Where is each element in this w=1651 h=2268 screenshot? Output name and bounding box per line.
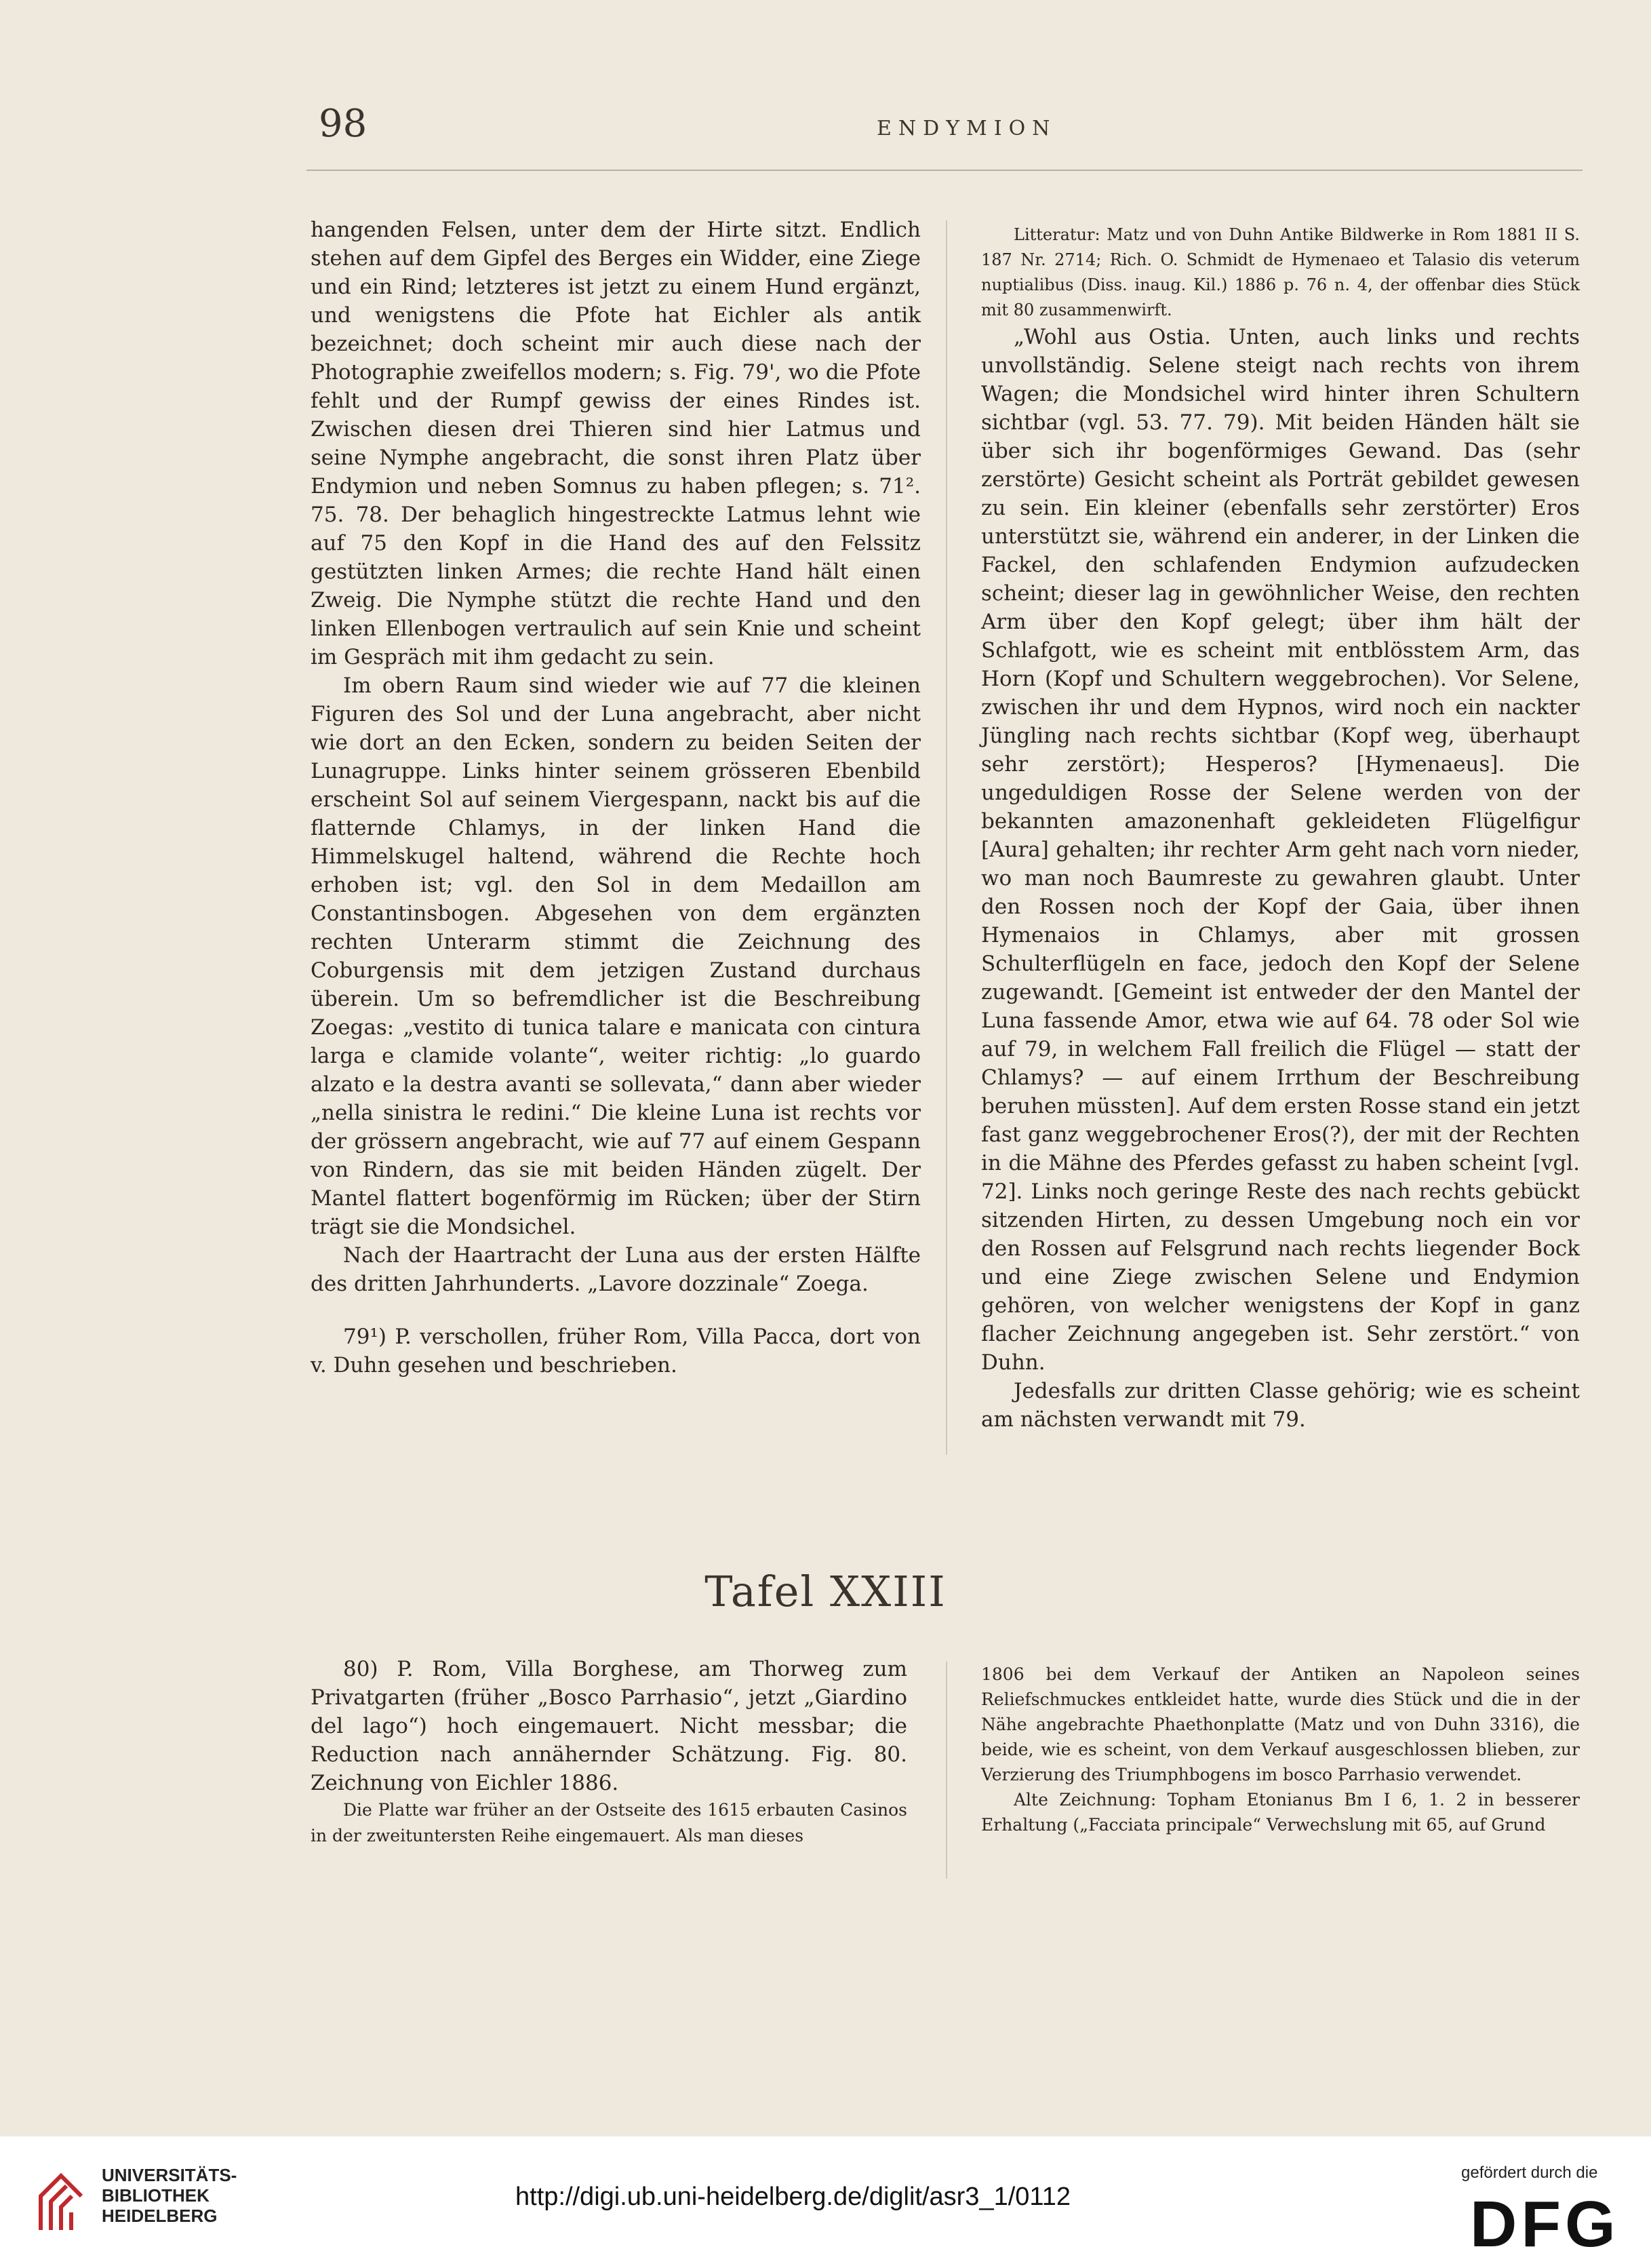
page-number: 98: [319, 102, 367, 146]
spacer: [311, 1298, 921, 1323]
funding-label: gefördert durch die: [1461, 2164, 1598, 2182]
catalog-entry-79-1: 79¹) P. verschollen, früher Rom, Villa Pacca, dort von v. Duhn gesehen und beschrieben.: [311, 1325, 921, 1377]
paragraph: „Wohl aus Ostia. Unten, auch links und rechts unvollständig. Selene steigt nach rechts von ihrem Wagen; die Mondsichel wird hinter ihren Schultern sichtbar (vgl. 53. 77. 79). Mit beiden Händen hält sie über sich ihr bogenförmiges Gewand. Das (sehr zerstörte) Gesicht scheint als Porträt gebildet gewesen zu sein. Ein kleiner (ebenfalls sehr zerstörter) Eros unterstützt sie, während ein anderer, in der Linken die Fackel, den schlafenden Endymion aufzudecken scheint; dieser lag in gewöhnlicher Weise, den rechten Arm über den Kopf gelegt; über ihm hält der Schlafgott, wie es scheint mit entblösstem Arm, das Horn (Kopf und Schultern weggebrochen). Vor Selene, zwischen ihr und dem Hypnos, wird noch ein nackter Jüngling nach rechts sichtbar (Kopf weg, überhaupt sehr zerstört); Hesperos? [Hymenaeus]. Die ungeduldigen Rosse der Selene werden von der bekannten amazonenhaft gekleideten Flügelfigur [Aura] gehalten; ihr rechter Arm geht nach vorn nieder, wo man noch Baumreste zu gewahren glaubt. Unter den Rossen noch der Kopf der Gaia, über ihnen Hymenaios in Chlamys, aber mit grossen Schulterflügeln en face, jedoch den Kopf der Selene zugewandt. [Gemeint ist entweder der den Mantel der Luna fassende Amor, etwa wie auf 64. 78 oder Sol wie auf 79, in welchem Fall freilich die Flügel — statt der Chlamys? — auf einem Irrthum der Beschreibung beruhen müssten]. Auf dem ersten Rosse stand ein jetzt fast ganz weggebrochener Eros(?), der mit der Rechten in die Mähne des Pferdes gefasst zu haben scheint [vgl. 72]. Links noch geringe Reste des nach rechts gebückt sitzenden Hirten, zu dessen Umgebung noch ein vor den Rossen auf Felsgrund nach rechts liegender Bock und eine Ziege zwischen Selene und Endymion gehören, von welcher wenigstens der Kopf in ganz flacher Zeichnung angegeben ist. Sehr zerstört.“ von Duhn.: [981, 325, 1580, 1375]
permalink-url[interactable]: http://digi.ub.uni-heidelberg.de/diglit/asr3_1/0112: [515, 2183, 1071, 2211]
running-head: ENDYMION: [877, 117, 1057, 140]
paragraph: Die Platte war früher an der Ostseite des 1615 erbauten Casinos in der zweituntersten Reihe eingemauert. Als man dieses: [311, 1800, 907, 1845]
library-name-line: HEIDELBERG: [102, 2206, 218, 2226]
header-rule: [306, 170, 1583, 171]
paragraph: hangenden Felsen, unter dem der Hirte sitzt. Endlich stehen auf dem Gipfel des Berges ein Widder, eine Ziege und ein Rind; letzteres ist jetzt zu einem Hund ergänzt, und wenigstens die Pfote hat Eichler als antik bezeichnet; doch scheint mir auch diese nach der Photographie zweifellos modern; s. Fig. 79', wo die Pfote fehlt und der Rumpf gewiss der eines Rindes ist. Zwischen diesen drei Thieren sind hier Latmus und seine Nymphe angebracht, die sonst ihren Platz über Endymion und neben Somnus zu haben pflegen; s. 71². 75. 78. Der behaglich hingestreckte Latmus lehnt wie auf 75 den Kopf in die Hand des auf den Felssitz gestützten linken Armes; die rechte Hand hält einen Zweig. Die Nymphe stützt die rechte Hand und den linken Ellenbogen vertraulich auf sein Knie und scheint im Gespräch mit ihm gedacht zu sein.: [311, 218, 921, 669]
library-name-line: BIBLIOTHEK: [102, 2185, 210, 2206]
university-library-logo-icon[interactable]: [27, 2162, 95, 2237]
dfg-logo[interactable]: DFG: [1470, 2188, 1620, 2261]
left-column: [311, 216, 921, 1380]
paragraph: Alte Zeichnung: Topham Etonianus Bm I 6, 1. 2 in besserer Erhaltung („Facciata principale“ Verwechslung mit 65, auf Grund: [981, 1790, 1580, 1835]
section-title: Tafel XXIII: [704, 1567, 947, 1616]
paragraph: Jedesfalls zur dritten Classe gehörig; wie es scheint am nächsten verwandt mit 79.: [981, 1379, 1580, 1432]
paragraph: Nach der Haartracht der Luna aus der ersten Hälfte des dritten Jahrhunderts. „Lavore dozzinale“ Zoega.: [311, 1243, 921, 1296]
left-column-lower: [311, 1655, 907, 1849]
column-divider: [946, 220, 947, 1455]
right-column-lower: [981, 1662, 1580, 1837]
catalog-entry-80: 80) P. Rom, Villa Borghese, am Thorweg zum Privatgarten (früher „Bosco Parrhasio“, jetzt „Giardino del lago“) hoch eingemauert. Nicht messbar; die Reduction nach annähernder Schätzung. Fig. 80. Zeichnung von Eichler 1886.: [311, 1657, 907, 1795]
column-divider: [946, 1662, 947, 1879]
right-column: [981, 222, 1580, 1434]
library-name[interactable]: [102, 2165, 237, 2226]
paragraph: Im obern Raum sind wieder wie auf 77 die kleinen Figuren des Sol und der Luna angebracht, aber nicht wie dort an den Ecken, sondern zu beiden Seiten der Lunagruppe. Links hinter seinem grösseren Ebenbild erscheint Sol auf seinem Viergespann, nackt bis auf die flatternde Chlamys, in der linken Hand die Himmelskugel haltend, während die Rechte hoch erhoben ist; vgl. den Sol in dem Medaillon am Constantinsbogen. Abgesehen von dem ergänzten rechten Unterarm stimmt die Zeichnung des Coburgensis mit dem jetzigen Zustand durchaus überein. Um so befremdlicher ist die Beschreibung Zoegas: „vestito di tunica talare e manicata con cintura larga e clamide volante“, weiter richtig: „lo guardo alzato e la destra avanti se sollevata,“ dann aber wieder „nella sinistra le redini.“ Die kleine Luna ist rechts vor der grössern angebracht, wie auf 77 auf einem Gespann von Rindern, das sie mit beiden Händen zügelt. Der Mantel flattert bogenförmig im Rücken; über der Stirn trägt sie die Mondsichel.: [311, 673, 921, 1239]
literature-note: Litteratur: Matz und von Duhn Antike Bildwerke in Rom 1881 II S. 187 Nr. 2714; Rich. O. Schmidt de Hymenaeo et Talasio dis veterum nuptialibus (Diss. inaug. Kil.) 1886 p. 76 n. 4, der offenbar dies Stück mit 80 zusammenwirft.: [981, 225, 1580, 319]
paragraph: 1806 bei dem Verkauf der Antiken an Napoleon seines Reliefschmuckes entkleidet hatte, wurde dies Stück und die in der Nähe angebrachte Phaethonplatte (Matz und von Duhn 3316), die beide, wie es scheint, von dem Verkauf ausgeschlossen blieben, zur Verzierung des Triumphbogens im bosco Parrhasio verwendet.: [981, 1664, 1580, 1784]
library-name-line: UNIVERSITÄTS-: [102, 2165, 237, 2185]
